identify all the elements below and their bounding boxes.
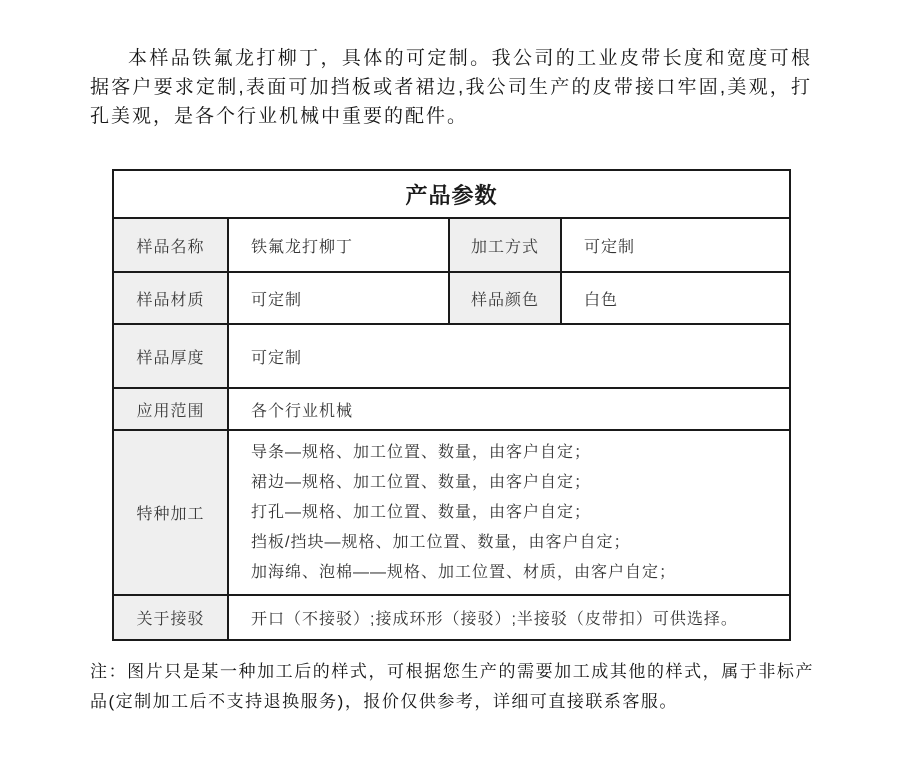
table-title: 产品参数 xyxy=(113,170,790,218)
table-row xyxy=(113,430,790,595)
product-detail-page xyxy=(0,44,900,758)
product-parameters-table xyxy=(112,169,791,641)
table-row xyxy=(113,218,790,272)
param-value-sample-color: 白色 xyxy=(561,272,790,324)
note-paragraph: 注：图片只是某一种加工后的样式，可根据您生产的需要加工成其他的样式，属于非标产品(定制加工后不支持退换服务)，报价仅供参考，详细可直接联系客服。 xyxy=(90,662,814,711)
special-processing-line: 打孔—规格、加工位置、数量，由客户自定； xyxy=(251,503,592,521)
special-processing-line: 导条—规格、加工位置、数量，由客户自定； xyxy=(251,443,592,461)
param-label-sample-name: 样品名称 xyxy=(113,218,228,272)
param-label-sample-color: 样品颜色 xyxy=(449,272,561,324)
param-label-sample-material: 样品材质 xyxy=(113,272,228,324)
param-label-processing-method: 加工方式 xyxy=(449,218,561,272)
param-label-sample-thickness: 样品厚度 xyxy=(113,324,228,388)
product-intro-paragraph: 本样品铁氟龙打柳丁，具体的可定制。我公司的工业皮带长度和宽度可根据客户要求定制,表面可加挡板或者裙边,我公司生产的皮带接口牢固,美观，打孔美观，是各个行业机械中重要的配件。 xyxy=(90,48,812,127)
table-row xyxy=(113,272,790,324)
param-label-application-range: 应用范围 xyxy=(113,388,228,430)
param-value-processing-method: 可定制 xyxy=(561,218,790,272)
table-row xyxy=(113,595,790,640)
param-value-sample-name: 铁氟龙打柳丁 xyxy=(228,218,449,272)
table-row xyxy=(113,388,790,430)
param-label-about-joining: 关于接驳 xyxy=(113,595,228,640)
param-value-sample-thickness: 可定制 xyxy=(228,324,790,388)
special-processing-line: 裙边—规格、加工位置、数量，由客户自定； xyxy=(251,473,592,491)
param-value-sample-material: 可定制 xyxy=(228,272,449,324)
special-processing-line: 加海绵、泡棉——规格、加工位置、材质，由客户自定； xyxy=(251,563,677,581)
table-title-row xyxy=(113,170,790,218)
table-row xyxy=(113,324,790,388)
special-processing-line: 挡板/挡块—规格、加工位置、数量，由客户自定； xyxy=(251,533,631,551)
param-value-special-processing xyxy=(228,430,790,595)
param-value-about-joining: 开口（不接驳）;接成环形（接驳）;半接驳（皮带扣）可供选择。 xyxy=(228,595,790,640)
param-label-special-processing: 特种加工 xyxy=(113,430,228,595)
param-value-application-range: 各个行业机械 xyxy=(228,388,790,430)
